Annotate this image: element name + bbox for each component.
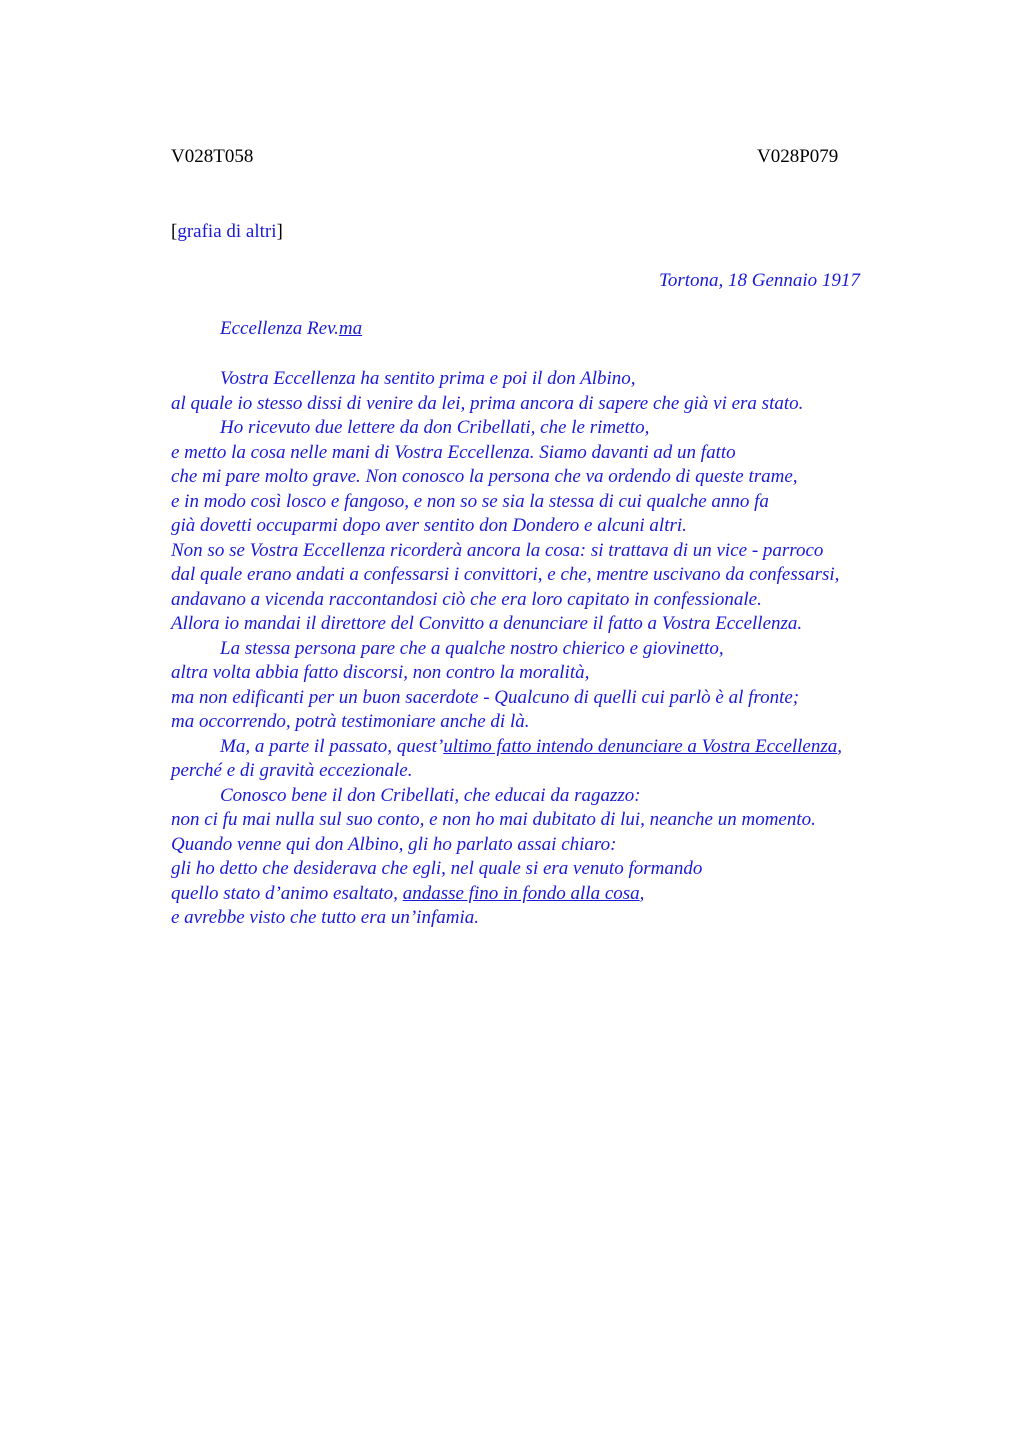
- salutation: [220, 318, 362, 340]
- note-open-bracket: [: [171, 221, 178, 242]
- body-line: Vostra Eccellenza ha sentito prima e poi il don Albino,: [220, 368, 636, 389]
- line-text: ,: [837, 735, 843, 757]
- line-text: quello stato d’animo esaltato,: [171, 882, 403, 904]
- body-line: Conosco bene il don Cribellati, che educai da ragazzo:: [220, 784, 641, 806]
- body-line: andavano a vicenda raccontandosi ciò che era loro capitato in confessionale.: [171, 588, 762, 610]
- dateline: Tortona, 18 Gennaio 1917: [659, 270, 860, 291]
- body-line: Ho ricevuto due lettere da don Cribellati, che le rimetto,: [220, 417, 650, 438]
- underlined-phrase: andasse fino in fondo alla cosa: [402, 882, 640, 904]
- body-line: già dovetti occuparmi dopo aver sentito don Dondero e alcuni altri.: [171, 515, 687, 536]
- underlined-phrase: ultimo fatto intendo denunciare a Vostra Eccellenza: [443, 735, 838, 757]
- body-line: gli ho detto che desiderava che egli, nel quale si era venuto formando: [171, 858, 703, 879]
- body-line: e in modo così losco e fangoso, e non so se sia la stessa di cui qualche anno fa: [171, 490, 769, 512]
- body-line: al quale io stesso dissi di venire da lei, prima ancora di sapere che già vi era stato.: [171, 392, 804, 414]
- line-text: Ma, a parte il passato, quest’: [220, 735, 444, 757]
- body-line: [171, 882, 971, 907]
- salutation-prefix: Eccellenza Rev.: [220, 318, 339, 339]
- document-code-left: V028T058: [171, 146, 254, 167]
- body-line: Quando venne qui don Albino, gli ho parlato assai chiaro:: [171, 833, 617, 855]
- note-close-bracket: ]: [276, 221, 283, 242]
- document-code-right: V028P079: [757, 146, 839, 167]
- body-line: La stessa persona pare che a qualche nostro chierico e giovinetto,: [220, 637, 724, 659]
- salutation-abbrev: ma: [338, 318, 363, 339]
- body-line: ma occorrendo, potrà testimoniare anche di là.: [171, 711, 530, 732]
- body-line: e metto la cosa nelle mani di Vostra Eccellenza. Siamo davanti ad un fatto: [171, 441, 736, 463]
- body-line: non ci fu mai nulla sul suo conto, e non ho mai dubitato di lui, neanche un momento.: [171, 809, 816, 830]
- body-line: ma non edificanti per un buon sacerdote - Qualcuno di quelli cui parlò è al fronte;: [171, 686, 800, 708]
- body-line: altra volta abbia fatto discorsi, non contro la moralità,: [171, 662, 590, 683]
- body-line: perché e di gravità eccezionale.: [171, 760, 413, 781]
- letter-body: [171, 367, 971, 931]
- editorial-note: [171, 221, 283, 243]
- body-line: dal quale erano andati a confessarsi i convittori, e che, mentre uscivano da confessarsi,: [171, 564, 840, 585]
- note-text: grafia di altri: [177, 221, 277, 242]
- body-line: e avrebbe visto che tutto era un’infamia.: [171, 907, 479, 928]
- body-line: Non so se Vostra Eccellenza ricorderà ancora la cosa: si trattava di un vice - parroco: [171, 539, 824, 561]
- body-line: Allora io mandai il direttore del Convitto a denunciare il fatto a Vostra Eccellenza.: [171, 613, 803, 634]
- line-text: ,: [639, 882, 645, 904]
- body-line: [171, 735, 971, 760]
- body-line: che mi pare molto grave. Non conosco la persona che va ordendo di queste trame,: [171, 466, 798, 487]
